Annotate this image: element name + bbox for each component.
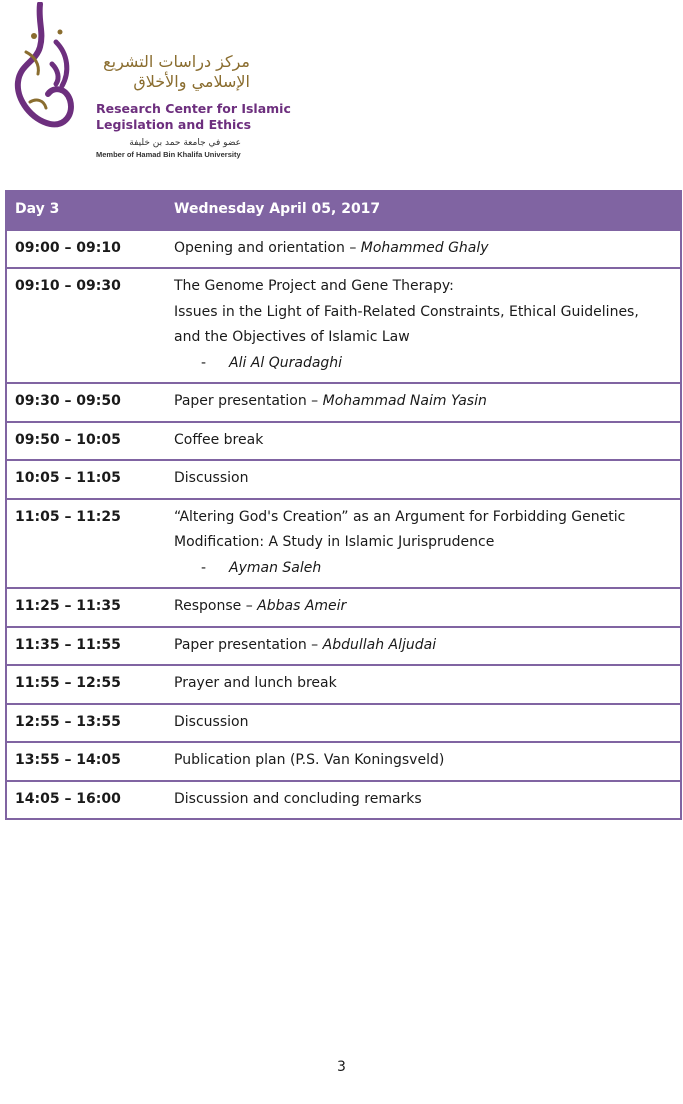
agenda-row [6, 422, 681, 461]
agenda-row [6, 499, 681, 589]
session-title-line: The Genome Project and Gene Therapy: [174, 278, 454, 294]
session-title-line: and the Objectives of Islamic Law [174, 329, 410, 345]
agenda-header-row [6, 191, 681, 230]
time-cell: 10:05 – 11:05 [6, 460, 166, 499]
time-cell: 13:55 – 14:05 [6, 742, 166, 781]
agenda-row [6, 230, 681, 269]
calligraphy-logo-icon [10, 2, 90, 142]
agenda-row [6, 588, 681, 627]
agenda-row [6, 704, 681, 743]
session-cell [166, 268, 681, 383]
session-cell: Publication plan (P.S. Van Koningsveld) [166, 742, 681, 781]
agenda-row [6, 781, 681, 820]
speaker-line [174, 556, 672, 582]
time-cell: 09:00 – 09:10 [6, 230, 166, 269]
session-cell [166, 588, 681, 627]
time-cell: 09:30 – 09:50 [6, 383, 166, 422]
speaker-name: Abdullah Aljudai [322, 636, 437, 653]
time-cell: 09:10 – 09:30 [6, 268, 166, 383]
agenda-row [6, 665, 681, 704]
session-cell: Prayer and lunch break [166, 665, 681, 704]
time-cell: 09:50 – 10:05 [6, 422, 166, 461]
list-dash: - [201, 354, 207, 371]
session-cell: Discussion [166, 704, 681, 743]
session-title: Opening and orientation – [174, 239, 361, 256]
time-cell: 11:35 – 11:55 [6, 627, 166, 666]
logo-arabic-line-1: مركز دراسات التشريع [103, 52, 250, 71]
agenda-row [6, 742, 681, 781]
agenda-row [6, 268, 681, 383]
agenda-table [5, 190, 682, 820]
session-cell [166, 383, 681, 422]
session-title: Response – [174, 598, 258, 614]
session-title-line: Issues in the Light of Faith-Related Constraints, Ethical Guidelines, [174, 303, 639, 320]
session-title-line: Modification: A Study in Islamic Jurisprudence [174, 534, 495, 550]
agenda-row [6, 460, 681, 499]
time-cell: 14:05 – 16:00 [6, 781, 166, 820]
speaker-name: Mohammed Ghaly [360, 239, 489, 256]
session-cell: Discussion and concluding remarks [166, 781, 681, 820]
day-label: Day 3 [6, 191, 166, 230]
session-cell [166, 627, 681, 666]
logo-member-english: Member of Hamad Bin Khalifa University [96, 150, 241, 159]
session-title: Paper presentation – [174, 636, 323, 653]
session-cell: Coffee break [166, 422, 681, 461]
speaker-name: Ali Al Quradaghi [229, 354, 343, 371]
time-cell: 12:55 – 13:55 [6, 704, 166, 743]
logo-english-line-1: Research Center for Islamic [96, 101, 291, 116]
session-title: Paper presentation – [174, 393, 323, 409]
speaker-line [174, 351, 672, 377]
session-cell [166, 230, 681, 269]
page-number: 3 [337, 1059, 346, 1075]
center-logo [10, 2, 291, 162]
agenda-row [6, 383, 681, 422]
speaker-name: Mohammad Naim Yasin [322, 393, 487, 409]
session-cell [166, 499, 681, 589]
speaker-name: Abbas Ameir [257, 598, 347, 614]
session-cell: Discussion [166, 460, 681, 499]
time-cell: 11:55 – 12:55 [6, 665, 166, 704]
logo-english-line-2: Legislation and Ethics [96, 117, 252, 132]
time-cell: 11:25 – 11:35 [6, 588, 166, 627]
logo-member-arabic: عضو في جامعة حمد بن خليفة [129, 138, 241, 148]
list-dash: - [201, 559, 207, 576]
speaker-name: Ayman Saleh [229, 559, 322, 576]
session-title-line: “Altering God's Creation” as an Argument for Forbidding Genetic [174, 508, 626, 525]
time-cell: 11:05 – 11:25 [6, 499, 166, 589]
date-label: Wednesday April 05, 2017 [166, 191, 681, 230]
agenda-row [6, 627, 681, 666]
logo-arabic-line-2: الإسلامي والأخلاق [133, 72, 250, 91]
